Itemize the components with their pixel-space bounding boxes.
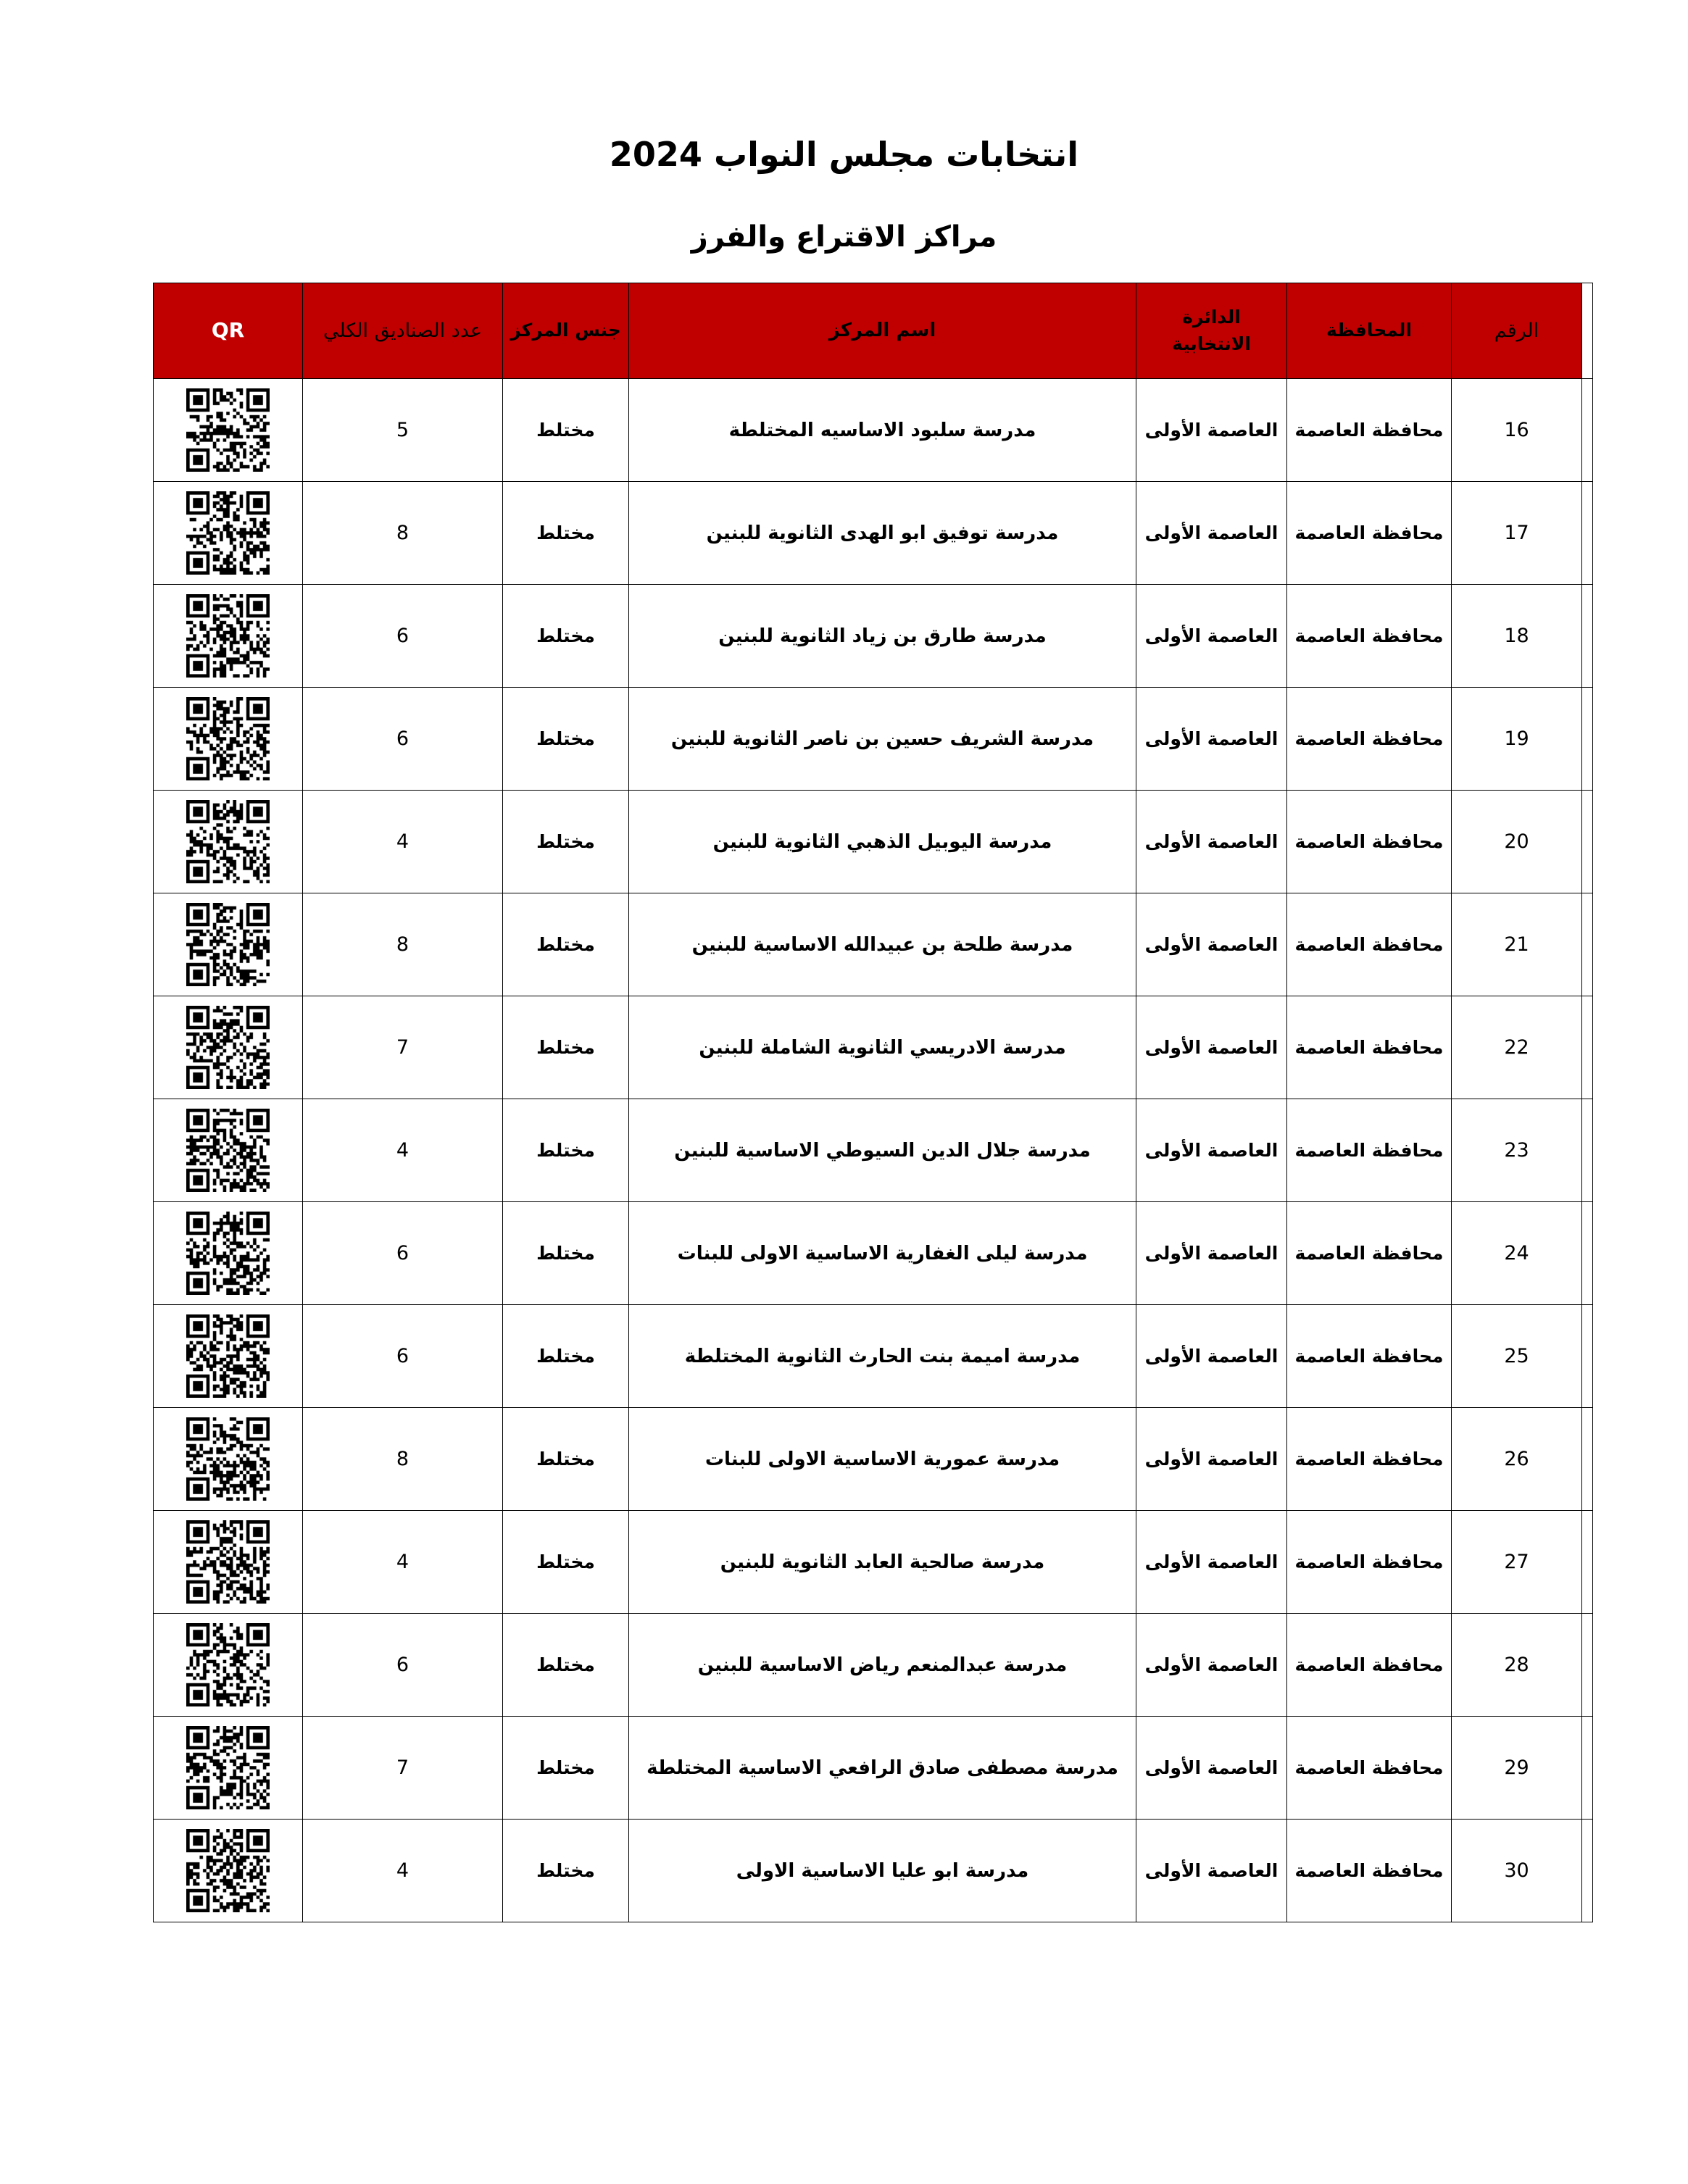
row-qr-cell xyxy=(154,1820,303,1922)
page-subtitle: مراكز الاقتراع والفرز xyxy=(691,220,997,254)
row-center-gender: مختلط xyxy=(503,1614,629,1717)
spacer-cell xyxy=(1582,1202,1593,1305)
qr-code-icon xyxy=(186,903,270,986)
row-number: 21 xyxy=(1452,893,1582,996)
table-row xyxy=(154,585,1593,688)
row-qr-cell xyxy=(154,1099,303,1202)
spacer-cell xyxy=(1582,1511,1593,1614)
row-qr-cell xyxy=(154,1305,303,1408)
spacer-cell xyxy=(1582,1820,1593,1922)
row-total-boxes: 6 xyxy=(303,585,503,688)
qr-code-icon xyxy=(186,1212,270,1295)
spacer-cell xyxy=(1582,688,1593,791)
row-total-boxes: 8 xyxy=(303,1408,503,1511)
spacer-cell xyxy=(1582,791,1593,893)
qr-code-icon xyxy=(186,800,270,883)
row-center-gender: مختلط xyxy=(503,1202,629,1305)
row-governorate: محافظة العاصمة xyxy=(1287,1717,1452,1820)
table-row xyxy=(154,1202,1593,1305)
header-total-boxes: عدد الصناديق الكلي xyxy=(303,283,503,379)
row-center-name: مدرسة الادريسي الثانوية الشاملة للبنين xyxy=(629,996,1136,1099)
row-number: 27 xyxy=(1452,1511,1582,1614)
row-total-boxes: 4 xyxy=(303,1511,503,1614)
row-number: 26 xyxy=(1452,1408,1582,1511)
row-qr-cell xyxy=(154,1614,303,1717)
header-center-gender: جنس المركز xyxy=(503,283,629,379)
spacer-cell xyxy=(1582,482,1593,585)
row-center-name: مدرسة مصطفى صادق الرافعي الاساسية المختلطة xyxy=(629,1717,1136,1820)
row-center-gender: مختلط xyxy=(503,482,629,585)
row-number: 30 xyxy=(1452,1820,1582,1922)
row-center-name: مدرسة صالحية العابد الثانوية للبنين xyxy=(629,1511,1136,1614)
table-row xyxy=(154,1820,1593,1922)
qr-code-icon xyxy=(186,1726,270,1809)
qr-code-icon xyxy=(186,1623,270,1706)
table-row xyxy=(154,893,1593,996)
row-center-name: مدرسة سلبود الاساسيه المختلطة xyxy=(629,379,1136,482)
row-governorate: محافظة العاصمة xyxy=(1287,688,1452,791)
row-qr-cell xyxy=(154,791,303,893)
table-row xyxy=(154,1511,1593,1614)
qr-code-icon xyxy=(186,1006,270,1089)
row-number: 20 xyxy=(1452,791,1582,893)
row-district: العاصمة الأولى xyxy=(1136,996,1287,1099)
row-center-name: مدرسة ليلى الغفارية الاساسية الاولى للبنات xyxy=(629,1202,1136,1305)
row-district: العاصمة الأولى xyxy=(1136,1202,1287,1305)
row-district: العاصمة الأولى xyxy=(1136,585,1287,688)
table-row xyxy=(154,1305,1593,1408)
header-row xyxy=(154,283,1593,379)
row-governorate: محافظة العاصمة xyxy=(1287,1408,1452,1511)
row-center-gender: مختلط xyxy=(503,1408,629,1511)
row-center-name: مدرسة الشريف حسين بن ناصر الثانوية للبنين xyxy=(629,688,1136,791)
row-governorate: محافظة العاصمة xyxy=(1287,893,1452,996)
row-governorate: محافظة العاصمة xyxy=(1287,379,1452,482)
row-center-gender: مختلط xyxy=(503,893,629,996)
row-number: 25 xyxy=(1452,1305,1582,1408)
row-governorate: محافظة العاصمة xyxy=(1287,1820,1452,1922)
row-center-gender: مختلط xyxy=(503,1511,629,1614)
row-total-boxes: 4 xyxy=(303,791,503,893)
row-center-gender: مختلط xyxy=(503,379,629,482)
row-district: العاصمة الأولى xyxy=(1136,1820,1287,1922)
header-district: الدائرة الانتخابية xyxy=(1136,283,1287,379)
row-center-gender: مختلط xyxy=(503,688,629,791)
table-row xyxy=(154,482,1593,585)
row-governorate: محافظة العاصمة xyxy=(1287,1511,1452,1614)
row-governorate: محافظة العاصمة xyxy=(1287,1202,1452,1305)
row-total-boxes: 6 xyxy=(303,1202,503,1305)
row-number: 22 xyxy=(1452,996,1582,1099)
row-center-gender: مختلط xyxy=(503,585,629,688)
row-total-boxes: 6 xyxy=(303,688,503,791)
row-total-boxes: 7 xyxy=(303,996,503,1099)
row-qr-cell xyxy=(154,1717,303,1820)
row-governorate: محافظة العاصمة xyxy=(1287,482,1452,585)
row-governorate: محافظة العاصمة xyxy=(1287,996,1452,1099)
spacer-cell xyxy=(1582,379,1593,482)
row-center-name: مدرسة عبدالمنعم رياض الاساسية للبنين xyxy=(629,1614,1136,1717)
table-row xyxy=(154,996,1593,1099)
spacer-cell xyxy=(1582,1614,1593,1717)
row-number: 23 xyxy=(1452,1099,1582,1202)
row-center-name: مدرسة عمورية الاساسية الاولى للبنات xyxy=(629,1408,1136,1511)
row-center-gender: مختلط xyxy=(503,1305,629,1408)
row-number: 24 xyxy=(1452,1202,1582,1305)
row-center-name: مدرسة اليوبيل الذهبي الثانوية للبنين xyxy=(629,791,1136,893)
row-qr-cell xyxy=(154,585,303,688)
table-body xyxy=(154,379,1593,1922)
row-number: 28 xyxy=(1452,1614,1582,1717)
row-number: 18 xyxy=(1452,585,1582,688)
row-district: العاصمة الأولى xyxy=(1136,1511,1287,1614)
spacer-cell xyxy=(1582,585,1593,688)
row-total-boxes: 6 xyxy=(303,1614,503,1717)
row-center-gender: مختلط xyxy=(503,1820,629,1922)
table-row xyxy=(154,791,1593,893)
qr-code-icon xyxy=(186,1520,270,1604)
row-center-name: مدرسة توفيق ابو الهدى الثانوية للبنين xyxy=(629,482,1136,585)
row-number: 16 xyxy=(1452,379,1582,482)
row-governorate: محافظة العاصمة xyxy=(1287,585,1452,688)
table-row xyxy=(154,1099,1593,1202)
row-center-name: مدرسة طلحة بن عبيدالله الاساسية للبنين xyxy=(629,893,1136,996)
row-center-gender: مختلط xyxy=(503,996,629,1099)
row-district: العاصمة الأولى xyxy=(1136,1099,1287,1202)
row-district: العاصمة الأولى xyxy=(1136,1305,1287,1408)
row-governorate: محافظة العاصمة xyxy=(1287,1305,1452,1408)
row-district: العاصمة الأولى xyxy=(1136,791,1287,893)
spacer-cell xyxy=(1582,1717,1593,1820)
row-number: 17 xyxy=(1452,482,1582,585)
row-qr-cell xyxy=(154,482,303,585)
spacer-cell xyxy=(1582,1305,1593,1408)
row-center-name: مدرسة اميمة بنت الحارث الثانوية المختلطة xyxy=(629,1305,1136,1408)
row-district: العاصمة الأولى xyxy=(1136,482,1287,585)
row-governorate: محافظة العاصمة xyxy=(1287,791,1452,893)
table-row xyxy=(154,1408,1593,1511)
row-district: العاصمة الأولى xyxy=(1136,1408,1287,1511)
qr-code-icon xyxy=(186,491,270,575)
row-district: العاصمة الأولى xyxy=(1136,379,1287,482)
row-qr-cell xyxy=(154,1511,303,1614)
row-district: العاصمة الأولى xyxy=(1136,893,1287,996)
qr-code-icon xyxy=(186,697,270,780)
page-title: انتخابات مجلس النواب 2024 xyxy=(609,135,1079,174)
polling-centers-table xyxy=(153,283,1593,1922)
row-total-boxes: 4 xyxy=(303,1820,503,1922)
row-qr-cell xyxy=(154,688,303,791)
row-governorate: محافظة العاصمة xyxy=(1287,1099,1452,1202)
spacer-cell xyxy=(1582,893,1593,996)
row-qr-cell xyxy=(154,893,303,996)
header-governorate: المحافظة xyxy=(1287,283,1452,379)
qr-code-icon xyxy=(186,1417,270,1501)
row-qr-cell xyxy=(154,1408,303,1511)
header-spacer-cell xyxy=(1582,283,1593,379)
qr-code-icon xyxy=(186,388,270,472)
row-center-gender: مختلط xyxy=(503,1717,629,1820)
row-total-boxes: 4 xyxy=(303,1099,503,1202)
table-row xyxy=(154,1717,1593,1820)
row-center-gender: مختلط xyxy=(503,1099,629,1202)
row-number: 29 xyxy=(1452,1717,1582,1820)
row-number: 19 xyxy=(1452,688,1582,791)
table-header xyxy=(154,283,1593,379)
qr-code-icon xyxy=(186,1829,270,1912)
header-number: الرقم xyxy=(1452,283,1582,379)
row-district: العاصمة الأولى xyxy=(1136,1614,1287,1717)
table-row xyxy=(154,688,1593,791)
row-qr-cell xyxy=(154,1202,303,1305)
row-total-boxes: 8 xyxy=(303,482,503,585)
row-total-boxes: 6 xyxy=(303,1305,503,1408)
row-center-name: مدرسة طارق بن زياد الثانوية للبنين xyxy=(629,585,1136,688)
row-total-boxes: 8 xyxy=(303,893,503,996)
row-qr-cell xyxy=(154,996,303,1099)
header-center-name: اسم المركز xyxy=(629,283,1136,379)
row-total-boxes: 7 xyxy=(303,1717,503,1820)
qr-code-icon xyxy=(186,594,270,678)
table-row xyxy=(154,1614,1593,1717)
row-governorate: محافظة العاصمة xyxy=(1287,1614,1452,1717)
row-center-name: مدرسة ابو عليا الاساسية الاولى xyxy=(629,1820,1136,1922)
spacer-cell xyxy=(1582,996,1593,1099)
row-center-name: مدرسة جلال الدين السيوطي الاساسية للبنين xyxy=(629,1099,1136,1202)
table-row xyxy=(154,379,1593,482)
spacer-cell xyxy=(1582,1408,1593,1511)
row-center-gender: مختلط xyxy=(503,791,629,893)
qr-code-icon xyxy=(186,1109,270,1192)
row-total-boxes: 5 xyxy=(303,379,503,482)
row-district: العاصمة الأولى xyxy=(1136,1717,1287,1820)
spacer-cell xyxy=(1582,1099,1593,1202)
header-qr: QR xyxy=(154,283,303,379)
row-qr-cell xyxy=(154,379,303,482)
qr-code-icon xyxy=(186,1314,270,1398)
row-district: العاصمة الأولى xyxy=(1136,688,1287,791)
